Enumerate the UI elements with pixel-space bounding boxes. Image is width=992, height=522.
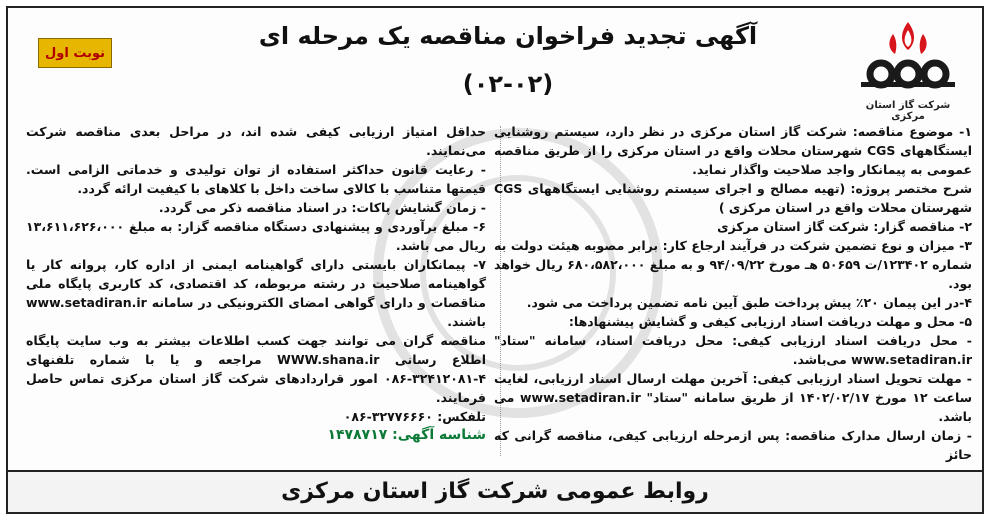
telefax: تلفکس: ۳۲۷۷۶۶۶۰-۰۸۶ bbox=[343, 409, 486, 424]
estimated-amount: ۶- مبلغ برآوردی و پیشنهادی دستگاه مناقصه گزار: به مبلغ ۱۳،۶۱۱،۶۲۶،۰۰۰ ریال می باشد. bbox=[26, 219, 486, 253]
tender-organizer: ۲- مناقصه گزار: شرکت گاز استان مرکزی bbox=[717, 219, 972, 234]
notice-id: شناسه آگهی: ۱۴۷۸۷۱۷ bbox=[327, 427, 486, 443]
notice-number: (۰۲-۰۲) bbox=[462, 70, 554, 98]
qualification-continuation: حداقل امتیاز ارزیابی کیفی شده اند، در مراحل بعدی مناقصه شرکت می‌نمایند. bbox=[26, 124, 486, 158]
logo-caption: شرکت گاز استان مرکزی bbox=[865, 100, 951, 122]
left-column bbox=[26, 122, 486, 445]
project-description: شرح مختصر پروژه: (تهیه مصالح و اجرای سیستم روشنایی ایستگاههای CGS شهرستان محلات واقع در استان مرکزی ) bbox=[494, 181, 972, 215]
edition-badge: نوبت اول bbox=[38, 38, 112, 68]
notice-header bbox=[8, 8, 982, 120]
company-logo bbox=[848, 16, 968, 120]
contact-info: مناقصه گران می توانند جهت کسب اطلاعات بیشتر به وب سایت پایگاه اطلاع رسانی WWW.shana.ir مراجعه و یا با شماره تلفنهای ۴-۳۲۴۱۲۰۸۱-۰۸۶ امور قراردادهای شرکت گاز استان مرکزی تماس حاصل فرمایند. bbox=[26, 333, 486, 405]
notice-footer: روابط عمومی شرکت گاز استان مرکزی bbox=[8, 470, 982, 512]
documents-deadline: - مهلت تحویل اسناد ارزیابی کیفی: آخرین مهلت ارسال اسناد ارزیابی، لغایت ساعت ۱۲ مورخ ۱۴۰۲/۰۲/۱۷ از طریق سامانه "ستاد" www.setadiran.ir می باشد. bbox=[494, 371, 972, 424]
documents-location: - محل دریافت اسناد ارزیابی کیفی: محل دریافت اسناد، سامانه "ستاد" www.setadiran.ir می‌باشد. bbox=[494, 333, 972, 367]
prepayment-paragraph: ۴-در این پیمان ۲۰٪ پیش پرداخت طبق آیین نامه تضمین پرداخت می شود. bbox=[526, 295, 972, 310]
right-column bbox=[494, 122, 972, 464]
gas-company-logo-icon bbox=[853, 16, 963, 98]
documents-heading: ۵- محل و مهلت دریافت اسناد ارزیابی کیفی و گشایش پیشنهادها: bbox=[568, 314, 972, 329]
notice-frame bbox=[6, 6, 984, 514]
subject-paragraph: ۱- موضوع مناقصه: شرکت گاز استان مرکزی در نظر دارد، سیستم روشنایی ایستگاههای CGS شهرستان محلات واقع در استان مرکزی را از طریق مناقصه عمومی به پیمانکار واجد صلاحیت واگذار نماید. bbox=[494, 124, 972, 177]
submission-time: - زمان ارسال مدارک مناقصه: پس ازمرحله ارزیابی کیفی، مناقصه گرانی که حائز bbox=[494, 428, 972, 462]
domestic-production-note: - رعایت قانون حداکثر استفاده از توان تولیدی و خدماتی الزامی است. قیمتها متناسب با کالای ساخت داخل با کلاهای با کیفیت ارائه گردد. bbox=[26, 162, 486, 196]
contractor-requirements: ۷- پیمانکاران بایستی دارای گواهینامه ایمنی از اداره کار، پروانه کار یا گواهینامه صلاحیت در رشته مربوطه، کد اقتصادی، کد کاربری پایگاه ملی مناقصات و دارای گواهی امضای الکترونیکی در سامانه www.setadiran.ir باشند. bbox=[26, 257, 486, 329]
guarantee-paragraph: ۳- میزان و نوع تضمین شرکت در فرآیند ارجاع کار: برابر مصوبه هیئت دولت به شماره ۱۲۳۴۰۲/ت ۵۰۶۵۹ هـ مورخ ۹۴/۰۹/۲۲ و به مبلغ ۶۸۰،۵۸۲،۰۰۰ ریال خواهد بود. bbox=[494, 238, 973, 291]
notice-title: آگهی تجدید فراخوان مناقصه یک مرحله ای bbox=[258, 22, 758, 50]
opening-time: - زمان گشایش پاکات: در اسناد مناقصه ذکر می گردد. bbox=[158, 200, 486, 215]
